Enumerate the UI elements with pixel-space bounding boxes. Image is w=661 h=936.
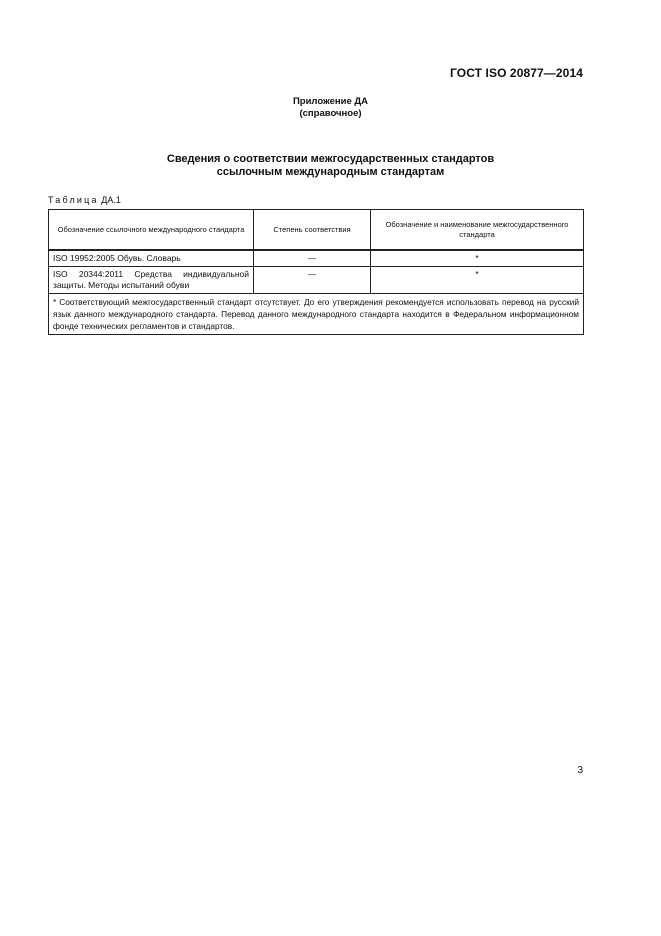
row-interstate-mark: * — [371, 267, 584, 294]
row-degree: — — [254, 267, 371, 294]
table-caption-number: ДА.1 — [101, 195, 121, 205]
table-header-row — [49, 210, 584, 251]
document-code: ГОСТ ISO 20877—2014 — [450, 66, 583, 80]
annex-title — [0, 153, 661, 179]
annex-title-line-1: Сведения о соответствии межгосударственных стандартов — [166, 153, 495, 165]
annex-header — [0, 96, 661, 120]
row-reference: ISO 20344:2011 Средства индивидуальной защиты. Методы испытаний обуви — [49, 267, 254, 294]
row-interstate-mark: * — [371, 250, 584, 267]
page-number: 3 — [577, 765, 583, 776]
annex-title-line-2: ссылочным международным стандартам — [216, 166, 445, 178]
table-note-row — [49, 294, 584, 335]
header-degree-of-correspondence: Степень соответствия — [254, 210, 371, 251]
row-reference: ISO 19952:2005 Обувь. Словарь — [49, 250, 254, 267]
annex-label: Приложение ДА — [292, 96, 369, 107]
table-caption — [48, 195, 121, 205]
table-row — [49, 250, 584, 267]
table-row — [49, 267, 584, 294]
row-degree: — — [254, 250, 371, 267]
header-interstate-standard: Обозначение и наименование межгосударственного стандарта — [371, 210, 584, 251]
table-footnote: * Соответствующий межгосударственный стандарт отсутствует. До его утверждения рекомендуется использовать перевод на русский язык данного международного стандарта. Перевод данного международного стандарта находится в Федеральном информационном фонде технических регламентов и стандартов. — [49, 294, 584, 335]
table-caption-prefix: Таблица — [48, 195, 99, 205]
correspondence-table — [48, 209, 584, 335]
annex-type: (справочное) — [299, 108, 362, 119]
header-reference-standard: Обозначение ссылочного международного стандарта — [49, 210, 254, 251]
